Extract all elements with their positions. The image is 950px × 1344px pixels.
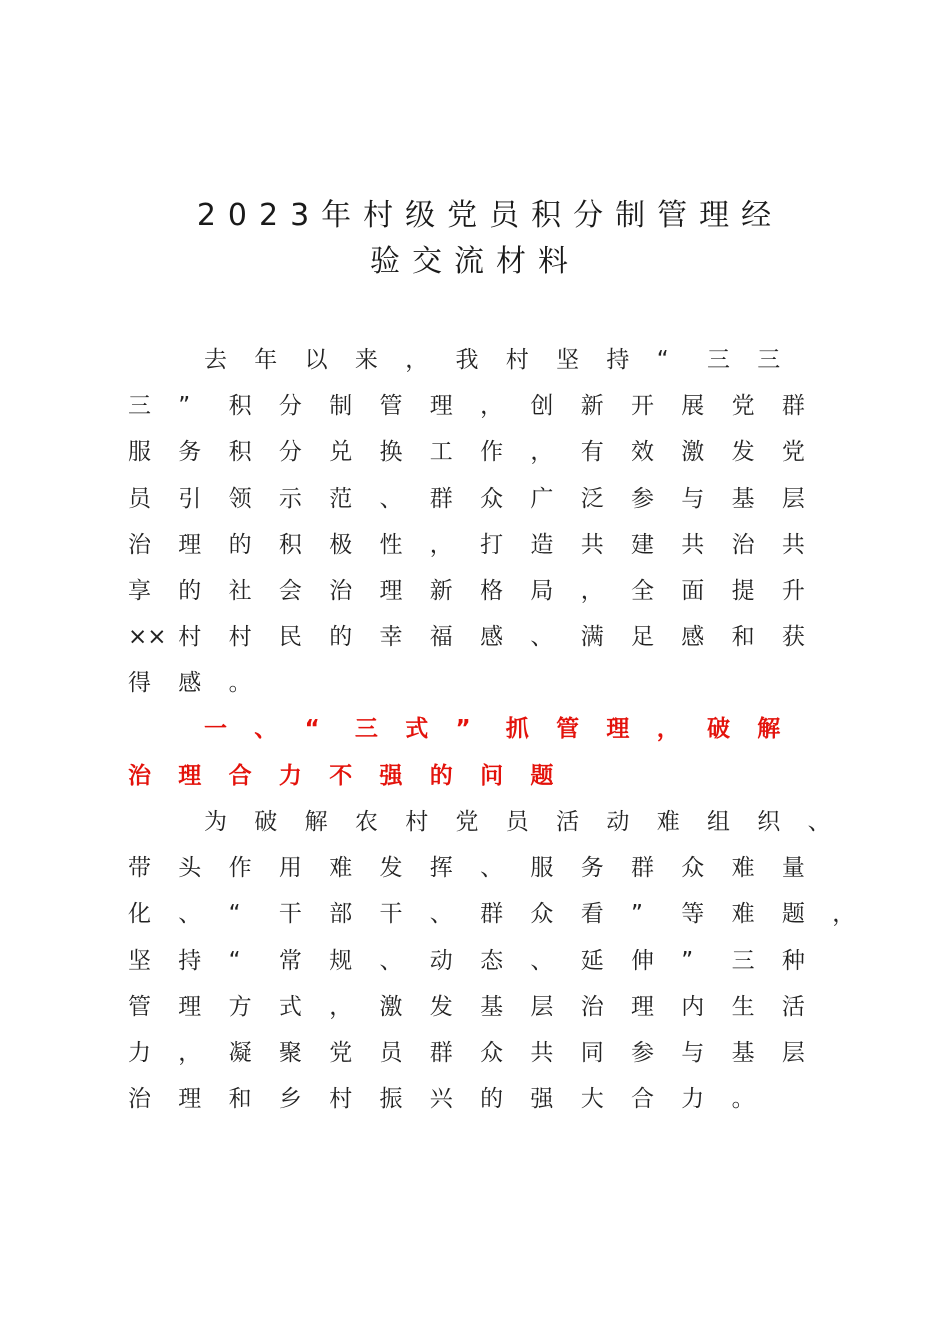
- paragraph-1-line: 去 年 以 来 ， 我 村 坚 持 “ 三 三: [204, 347, 781, 373]
- paragraph-1-line: 三 ” 积 分 制 管 理 ， 创 新 开 展 党 群: [128, 393, 805, 419]
- paragraph-1-line: 得 感 。: [128, 670, 252, 696]
- paragraph-1-line: 员 引 领 示 范 、 群 众 广 泛 参 与 基 层: [128, 486, 805, 512]
- paragraph-1-line: ×× 村 村 民 的 幸 福 感 、 满 足 感 和 获: [128, 624, 805, 650]
- paragraph-2-line: 治 理 和 乡 村 振 兴 的 强 大 合 力 。: [128, 1086, 755, 1112]
- section-heading-line: 治 理 合 力 不 强 的 问 题: [128, 763, 554, 789]
- paragraph-2-line: 带 头 作 用 难 发 挥 、 服 务 群 众 难 量: [128, 855, 805, 881]
- paragraph-2-line: 力 ， 凝 聚 党 员 群 众 共 同 参 与 基 层: [128, 1040, 805, 1066]
- document-title-line-2: 验交流材料: [370, 244, 580, 279]
- paragraph-1-line: 服 务 积 分 兑 换 工 作 ， 有 效 激 发 党: [128, 439, 805, 465]
- paragraph-2-line: 为 破 解 农 村 党 员 活 动 难 组 织 、: [204, 809, 831, 835]
- paragraph-1-line: 享 的 社 会 治 理 新 格 局 ， 全 面 提 升: [128, 578, 805, 604]
- section-heading-line: 一 、 “ 三 式 ” 抓 管 理 ， 破 解: [204, 716, 781, 742]
- paragraph-1-line: 治 理 的 积 极 性 ， 打 造 共 建 共 治 共: [128, 532, 805, 558]
- paragraph-2-line: 管 理 方 式 ， 激 发 基 层 治 理 内 生 活: [128, 994, 805, 1020]
- paragraph-2-line: 坚 持 “ 常 规 、 动 态 、 延 伸 ” 三 种: [128, 948, 805, 974]
- document-title-line-1: 2023年村级党员积分制管理经: [196, 198, 784, 233]
- paragraph-2-line: 化 、 “ 干 部 干 、 群 众 看 ” 等 难 题 ，: [128, 901, 856, 927]
